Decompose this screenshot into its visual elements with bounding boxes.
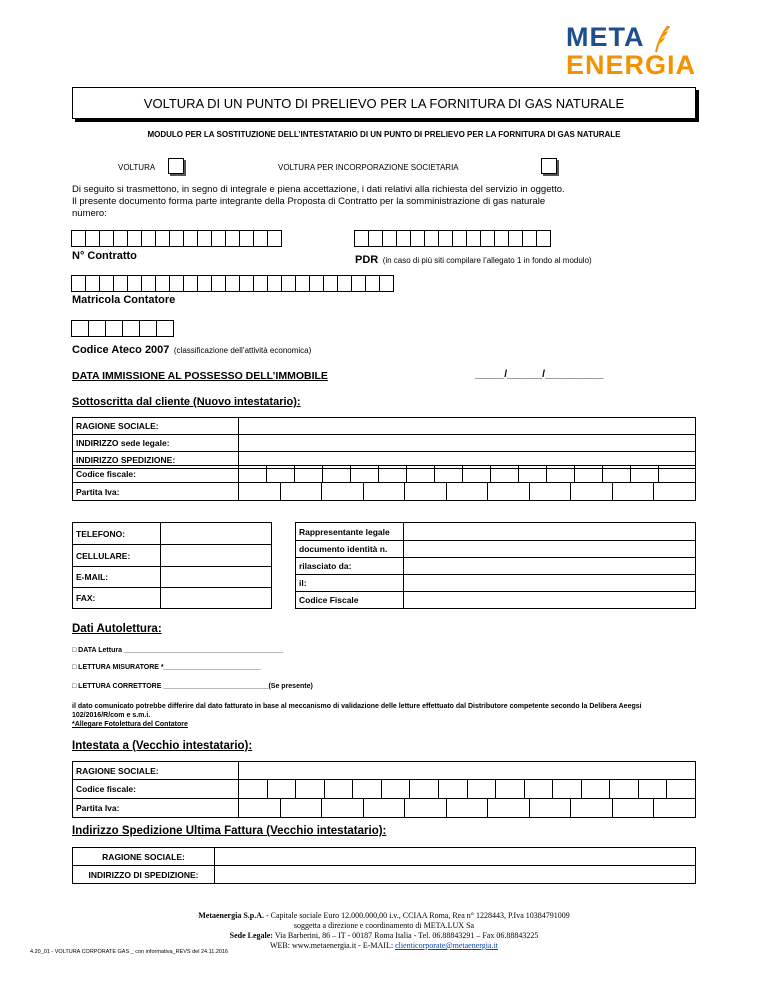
logo-energia-text: ENERGIA	[566, 50, 697, 80]
footer-line: Via Barberini, 86 – IT - 00187 Roma Italia - Tel. 06.88843291 – Fax 06.88843225	[272, 931, 539, 940]
pdr-cells[interactable]	[355, 230, 551, 247]
cf-cell[interactable]	[267, 466, 295, 483]
cf-cell[interactable]	[463, 466, 491, 483]
footer-line: - Capitale sociale Euro 12.000.000,00 i.v., CCIAA Roma, Rea n° 1228443, P.Iva 10384791009	[264, 911, 570, 920]
voltura-checkbox[interactable]	[168, 158, 184, 174]
row-label: INDIRIZZO sede legale:	[73, 435, 239, 452]
nuovo-intestatario-table	[72, 417, 696, 469]
footer-line: soggetta a direzione e coordinamento di META.LUX Sa	[293, 921, 475, 930]
spedizione-ragione-field[interactable]	[215, 848, 696, 866]
footer-line: WEB: www.metaenergia.it - E-MAIL:	[269, 941, 396, 950]
vecchio-ragione-field[interactable]	[239, 762, 696, 780]
spedizione-table	[72, 847, 696, 884]
intro-paragraph	[72, 184, 632, 220]
company-footer	[0, 911, 768, 951]
rilasciato-field[interactable]	[404, 558, 696, 575]
nuovo-intestatario-heading: Sottoscritta dal cliente (Nuovo intestatario):	[72, 396, 301, 408]
note-line: il dato comunicato potrebbe differire dal dato fatturato in base al meccanismo di validazione delle letture effettuato dal Distributore competente secondo la Delibera Aeegsi	[72, 703, 642, 710]
cf-cell[interactable]	[631, 466, 659, 483]
row-label: Rappresentante legale	[296, 523, 404, 541]
vecchio-intestatario-table	[72, 761, 696, 818]
indirizzo-sede-field[interactable]	[239, 435, 696, 452]
codice-fiscale-rl-field[interactable]	[404, 592, 696, 609]
ateco-label-group	[72, 340, 311, 358]
lettura-misuratore-field[interactable]: □ LETTURA MISURATORE *_________________________	[72, 664, 261, 671]
cf-cell[interactable]	[547, 466, 575, 483]
data-lettura-field[interactable]: □ DATA Lettura _________________________________________	[72, 647, 284, 654]
row-label: TELEFONO:	[73, 523, 161, 545]
autolettura-heading: Dati Autolettura:	[72, 623, 162, 635]
row-label: rilasciato da:	[296, 558, 404, 575]
row-label: Codice Fiscale	[296, 592, 404, 609]
pdr-label-group	[355, 250, 592, 268]
spedizione-heading: Indirizzo Spedizione Ultima Fattura (Vecchio intestatario):	[72, 825, 387, 837]
row-label: CELLULARE:	[73, 545, 161, 567]
row-label: Codice fiscale:	[73, 466, 239, 483]
vecchio-cf-cells[interactable]	[239, 780, 696, 799]
cf-cell[interactable]	[239, 466, 267, 483]
cf-cell[interactable]	[435, 466, 463, 483]
intro-line: Di seguito si trasmettono, in segno di integrale e piena accettazione, i dati relativi alla richiesta del servizio in oggetto.	[72, 184, 565, 195]
pdr-label: PDR	[355, 254, 379, 266]
row-label: documento identità n.	[296, 541, 404, 558]
footer-company: Metaenergia S.p.A.	[198, 911, 264, 920]
row-label: INDIRIZZO DI SPEDIZIONE:	[73, 866, 215, 884]
matricola-label: Matricola Contatore	[72, 294, 176, 306]
ragione-sociale-field[interactable]	[239, 418, 696, 435]
row-label: INDIRIZZO SPEDIZIONE:	[73, 452, 239, 469]
note-line: *Allegare Fotolettura del Contatore	[72, 721, 188, 728]
row-label: E-MAIL:	[73, 567, 161, 588]
document-subtitle: MODULO PER LA SOSTITUZIONE DELL’INTESTATARIO DI UN PUNTO DI PRELIEVO PER LA FORNITURA DI GAS NATURALE	[147, 130, 621, 139]
autolettura-note	[72, 702, 702, 729]
il-field[interactable]	[404, 575, 696, 592]
row-label: FAX:	[73, 588, 161, 609]
cf-cell[interactable]	[351, 466, 379, 483]
ateco-cells[interactable]	[72, 320, 174, 337]
cf-cell[interactable]	[323, 466, 351, 483]
cf-cell[interactable]	[407, 466, 435, 483]
rappresentante-field[interactable]	[404, 523, 696, 541]
row-label: Codice fiscale:	[73, 780, 239, 799]
ateco-note: (classificazione dell’attività economica)	[173, 346, 312, 355]
piva-cells[interactable]	[239, 483, 696, 501]
fax-field[interactable]	[161, 588, 272, 609]
vecchio-intestatario-heading: Intestata a (Vecchio intestatario):	[72, 740, 253, 752]
spedizione-indirizzo-field[interactable]	[215, 866, 696, 884]
contacts-right-table	[295, 522, 696, 609]
row-label: Partita Iva:	[73, 799, 239, 818]
row-label: Partita Iva:	[73, 483, 239, 501]
intro-line: Il presente documento forma parte integrante della Proposta di Contratto per la somministrazione di gas naturale	[72, 196, 546, 207]
voltura-label: VOLTURA	[118, 163, 156, 172]
contratto-cells[interactable]	[72, 230, 282, 247]
row-label: il:	[296, 575, 404, 592]
document-title: VOLTURA DI UN PUNTO DI PRELIEVO PER LA FORNITURA DI GAS NATURALE	[72, 87, 696, 119]
document-code: 4.20_01 - VOLTURA CORPORATE GAS _ con informativa_REVS del 24.11.2016	[30, 949, 229, 955]
incorporazione-checkbox[interactable]	[541, 158, 557, 174]
contratto-label: N° Contratto	[72, 250, 137, 262]
vecchio-piva-cells[interactable]	[239, 799, 696, 818]
footer-sede-label: Sede Legale:	[229, 931, 273, 940]
data-immissione-field[interactable]: _____/______/__________	[475, 368, 604, 380]
footer-email-link[interactable]: clienticorporate@metaenergia.it	[395, 941, 499, 950]
cf-cell[interactable]	[519, 466, 547, 483]
cf-cell[interactable]	[491, 466, 519, 483]
row-label: RAGIONE SOCIALE:	[73, 762, 239, 780]
cf-cell[interactable]	[603, 466, 631, 483]
lettura-correttore-field[interactable]: □ LETTURA CORRETTORE ___________________________(Se presente)	[72, 683, 313, 690]
telefono-field[interactable]	[161, 523, 272, 545]
pdr-note: (in caso di più siti compilare l’allegato 1 in fondo al modulo)	[382, 256, 592, 265]
incorporazione-label: VOLTURA PER INCORPORAZIONE SOCIETARIA	[278, 163, 459, 172]
row-label: RAGIONE SOCIALE:	[73, 848, 215, 866]
documento-field[interactable]	[404, 541, 696, 558]
cf-cell[interactable]	[659, 466, 696, 483]
email-field[interactable]	[161, 567, 272, 588]
row-label: RAGIONE SOCIALE:	[73, 418, 239, 435]
cf-cell[interactable]	[575, 466, 603, 483]
nuovo-codici-table	[72, 465, 696, 501]
matricola-cells[interactable]	[72, 275, 394, 292]
data-immissione-label: DATA IMMISSIONE AL POSSESSO DELL’IMMOBILE	[72, 370, 328, 382]
note-line: 102/2016/R/com e s.m.i.	[72, 712, 151, 719]
meta-energia-logo	[566, 22, 696, 78]
ateco-label: Codice Ateco 2007	[72, 344, 170, 356]
logo-meta-text: META	[566, 22, 645, 52]
cf-cell[interactable]	[295, 466, 323, 483]
intro-line: numero:	[72, 208, 107, 219]
contacts-left-table	[72, 522, 272, 609]
cellulare-field[interactable]	[161, 545, 272, 567]
cf-cell[interactable]	[379, 466, 407, 483]
